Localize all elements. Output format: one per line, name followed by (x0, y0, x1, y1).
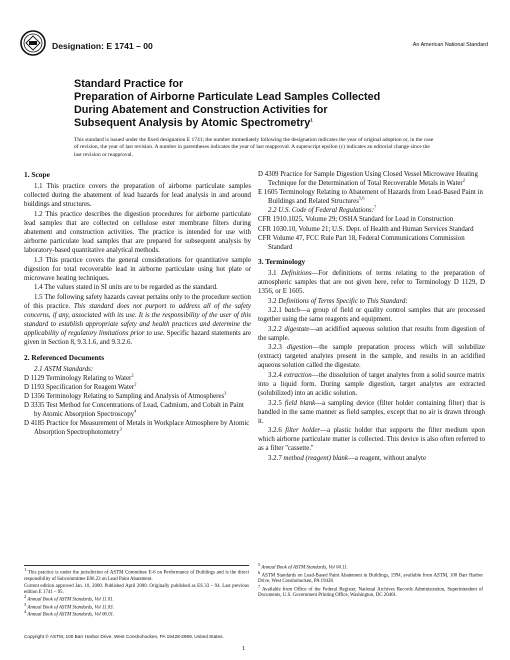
cfr-item: CFR Volume 47, FCC Rule Part 18, Federal Communications Commission Standard (258, 234, 465, 251)
definition: 3.2.2 digestate—an acidified aqueous solution that results from digestion of the sample. (258, 325, 485, 342)
paragraph-1-1: 1.1 This practice covers the preparation of airborne particulate samples collected during the abatement of lead hazards for lead analysis in and around buildings and structures. (24, 183, 251, 209)
paragraph-1-2: 1.2 This practice describes the digestion procedures for airborne particulate lead samples that are collected on cellulose ester membrane filters during abatement and construction activities. The practice is intended for use with airborne particulate lead samples that are prepared for subsequent analysis by laboratory-based quantitative analytical methods. (24, 210, 251, 255)
cfr-item: CFR 1910.1025, Volume 29; OSHA Standard for Lead in Construction (258, 216, 454, 224)
title-line: Subsequent Analysis by Atomic Spectrometry$^1$ (74, 117, 313, 129)
definition: 3.2.7 method (reagent) blank—a reagent, without analyte (268, 454, 427, 462)
paragraph-1-5: 1.5 The following safety hazards caveat pertains only to the procedure section of this practice. This standard does not purport to address all of the safety concerns, if any, associated with its use. It is the responsibility of the user of this standard to establish appropriate safety and health practices and determine the applicability of regulatory limitations prior to use. Specific hazard statements are given in Section 8, 9.3.1.6, and 9.3.2.6. (24, 293, 252, 347)
definition: 3.2.5 field blank—a sampling device (filter holder containing filter) that is handled in the same manner as field samples, except that no air is drawn through it. (258, 399, 486, 425)
definition: 3.2.4 extraction—the dissolution of target analytes from a solid source matrix into a liquid form. During sample digestion, target analytes are extracted (solubilized) into an acidic solution. (258, 371, 485, 398)
footnote: $^3$ Annual Book of ASTM Standards, Vol 11.03. (24, 601, 114, 611)
reference-item: D 4309 Practice for Sample Digestion Using Closed Vessel Microwave Heating Technique for the Determination of Total Recoverable Metals in Water$^2$ (258, 171, 478, 188)
section-heading-referenced-documents: 2. Referenced Documents (24, 352, 105, 362)
section-heading-terminology: 3. Terminology (258, 256, 306, 266)
cfr-label: 2.2 U.S. Code of Federal Regulations:$^7$ (268, 205, 377, 215)
footnotes-left (24, 565, 249, 620)
footnote: $^4$ Annual Book of ASTM Standards, Vol 06.01. (24, 609, 115, 619)
document-title (74, 78, 454, 130)
reference-item: D 1129 Terminology Relating to Water$^2$ (24, 372, 134, 382)
copyright-notice: Copyright © ASTM, 100 Barr Harbor Drive, West Conshohocken, PA 19428-2959, United States. (24, 634, 224, 639)
right-column (258, 170, 485, 463)
footnote-ref: 1 (310, 117, 313, 123)
paragraph-1-4: 1.4 The values stated in SI units are to be regarded as the standard. (34, 284, 218, 292)
cfr-item: CFR 1030.10, Volume 21; U.S. Dept. of Health and Human Services Standard (258, 225, 474, 233)
footnote: $^7$ Available from Office of the Federal Register, National Archives Records Administration, Superintendent of Documents, U.S. Government Printing Office, Washington, DC 20401. (258, 583, 483, 599)
footnotes-right (258, 562, 483, 600)
paragraph-1-3: 1.3 This practice covers the general considerations for quantitative sample digestion for total recoverable lead in airborne particulate using hot plate or microwave heating techniques. (24, 256, 251, 282)
reference-item: D 1356 Terminology Relating to Sampling and Analysis of Atmospheres$^3$ (24, 390, 227, 401)
designation: Designation: E 1741 – 00 (52, 41, 153, 51)
title-line: Preparation of Airborne Particulate Lead Samples Collected (74, 91, 381, 103)
page-number: 1 (242, 645, 246, 652)
paragraph-3-2: 3.2 Definitions of Terms Specific to This Standard: (268, 297, 408, 305)
reference-item: D 3335 Test Method for Concentrations of Lead, Cadmium, and Cobalt in Paint by Atomic Absorption Spectroscopy$^4$ (24, 402, 244, 419)
issuance-note: This standard is issued under the fixed designation E 1741; the number immediately following the designation indicates the year of original adoption or, in the case of revision, the year of last revision. A number in parentheses indicates the year of last reapproval. A superscript epsilon (ε) indicates an editorial change since the last revision or reapproval. (74, 137, 434, 158)
title-line: During Abatement and Construction Activities for (74, 104, 328, 116)
footnote: $^1$ This practice is under the jurisdiction of ASTM Committee E-6 on Performance of Buildings and is the direct responsibility of Subcommittee E06.23 on Lead Paint Abatement. (24, 567, 249, 582)
footnote: $^5$ Annual Book of ASTM Standards, Vol 04.11. (258, 562, 348, 571)
reference-item: D 4185 Practice for Measurement of Metals in Workplace Atmosphere by Atomic Absorption Spectrophotometry$^3$ (24, 420, 250, 437)
page-header (20, 30, 490, 60)
reference-item: D 1193 Specification for Reagent Water$^2$ (24, 381, 137, 392)
reference-item: E 1605 Terminology Relating to Abatement of Hazards from Lead-Based Paint in Buildings and Related Structures$^{5,6}$ (258, 189, 484, 206)
definition: 3.2.6 filter holder—a plastic holder that supports the filter medium upon which airborne particulate matter is collected. This device is also often referred to as a filter ''cassette.'' (258, 427, 485, 453)
left-column (24, 170, 251, 438)
organization-label: An American National Standard (412, 42, 488, 48)
footnote: $^6$ ASTM Standards on Lead-Based Paint Abatement in Buildings, 1994, available from ASTM, 100 Barr Harbor Drive, West Conshohocken, PA 19428. (258, 569, 483, 585)
footnote: Current edition approved Jan. 10, 2000. Published April 2000. Originally published as ES 33 – 94. Last previous edition E 1741 – 95. (24, 583, 249, 595)
astm-logo-icon (20, 30, 46, 56)
paragraph-3-1: 3.1 Definitions—For definitions of terms relating to the preparation of atmospheric samples that are not given here, refer to Terminology D 1129, D 1356, or E 1605. (258, 269, 485, 296)
astm-standards-label: 2.1 ASTM Standards: (34, 365, 94, 373)
footnote: $^2$ Annual Book of ASTM Standards, Vol 11.01. (24, 594, 114, 603)
definition: 3.2.3 digestion—the sample preparation process which will solubilize (extract) targeted analytes present in the sample, and results in an acidified aqueous solution called the digestate. (258, 344, 485, 370)
definition: 3.2.1 batch—a group of field or quality control samples that are processed together using the same reagents and equipment. (258, 307, 485, 324)
section-heading-scope: 1. Scope (24, 170, 50, 179)
title-line: Standard Practice for (74, 78, 184, 90)
